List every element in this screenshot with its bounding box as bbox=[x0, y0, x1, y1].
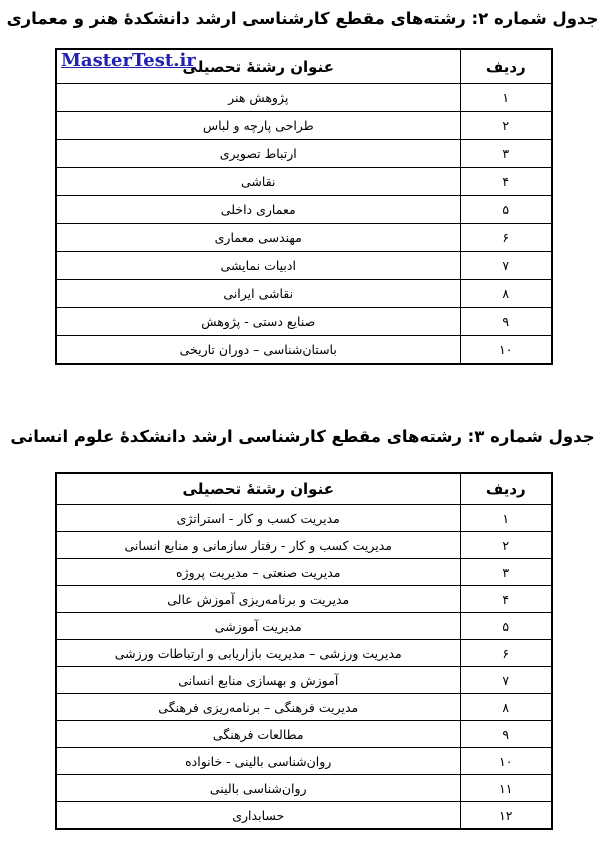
table2-title: جدول شماره ۲: رشته‌های مقطع کارشناسی ارشد دانشکدهٔ هنر و معماری bbox=[6, 9, 599, 28]
row-number-cell: ۱۰ bbox=[460, 336, 552, 365]
row-number-cell: ۷ bbox=[460, 252, 552, 280]
table-row bbox=[56, 694, 552, 721]
row-number-cell: ۷ bbox=[460, 667, 552, 694]
field-title-column-header: عنوان رشتهٔ تحصیلی bbox=[56, 49, 460, 84]
field-name-cell: مطالعات فرهنگی bbox=[56, 721, 460, 748]
row-number-cell: ۵ bbox=[460, 613, 552, 640]
field-name-cell: مدیریت کسب و کار - رفتار سازمانی و منابع انسانی bbox=[56, 532, 460, 559]
table-header-row bbox=[56, 473, 552, 505]
row-number-column-header: ردیف bbox=[460, 49, 552, 84]
table-row bbox=[56, 140, 552, 168]
field-name-cell: مدیریت و برنامه‌ریزی آموزش عالی bbox=[56, 586, 460, 613]
table-row bbox=[56, 112, 552, 140]
row-number-cell: ۶ bbox=[460, 640, 552, 667]
field-name-cell: صنایع دستی - پژوهش bbox=[56, 308, 460, 336]
row-number-cell: ۴ bbox=[460, 586, 552, 613]
row-number-cell: ۹ bbox=[460, 721, 552, 748]
field-name-cell: مهندسی معماری bbox=[56, 224, 460, 252]
row-number-cell: ۲ bbox=[460, 112, 552, 140]
table-row bbox=[56, 802, 552, 830]
field-name-cell: مدیریت فرهنگی – برنامه‌ریزی فرهنگی bbox=[56, 694, 460, 721]
row-number-cell: ۱ bbox=[460, 505, 552, 532]
table-row bbox=[56, 586, 552, 613]
table-row bbox=[56, 532, 552, 559]
humanities-programs-table bbox=[55, 472, 553, 830]
table-row bbox=[56, 196, 552, 224]
field-name-cell: پژوهش هنر bbox=[56, 84, 460, 112]
field-name-cell: مدیریت آموزشی bbox=[56, 613, 460, 640]
field-name-cell: آموزش و بهسازی منابع انسانی bbox=[56, 667, 460, 694]
table3-title: جدول شماره ۳: رشته‌های مقطع کارشناسی ارشد دانشکدهٔ علوم انسانی bbox=[10, 427, 595, 446]
mastertest-watermark: MasterTest.ir bbox=[61, 50, 196, 71]
row-number-cell: ۸ bbox=[460, 694, 552, 721]
field-name-cell: روان‌شناسی بالینی - خانواده bbox=[56, 748, 460, 775]
field-name-cell: مدیریت صنعتی – مدیریت پروژه bbox=[56, 559, 460, 586]
table-row bbox=[56, 505, 552, 532]
field-name-cell: نقاشی bbox=[56, 168, 460, 196]
field-name-cell: ارتباط تصویری bbox=[56, 140, 460, 168]
field-name-cell: باستان‌شناسی – دوران تاریخی bbox=[56, 336, 460, 365]
row-number-cell: ۳ bbox=[460, 140, 552, 168]
table-row bbox=[56, 559, 552, 586]
table-row bbox=[56, 336, 552, 365]
row-number-cell: ۹ bbox=[460, 308, 552, 336]
art-architecture-programs-table bbox=[55, 48, 553, 365]
table-row bbox=[56, 224, 552, 252]
table-row bbox=[56, 748, 552, 775]
row-number-cell: ۳ bbox=[460, 559, 552, 586]
field-name-cell: ادبیات نمایشی bbox=[56, 252, 460, 280]
row-number-cell: ۶ bbox=[460, 224, 552, 252]
row-number-cell: ۸ bbox=[460, 280, 552, 308]
row-number-cell: ۱۱ bbox=[460, 775, 552, 802]
field-name-cell: مدیریت کسب و کار - استراتژی bbox=[56, 505, 460, 532]
row-number-cell: ۱ bbox=[460, 84, 552, 112]
row-number-cell: ۴ bbox=[460, 168, 552, 196]
table-row bbox=[56, 252, 552, 280]
field-name-cell: روان‌شناسی بالینی bbox=[56, 775, 460, 802]
field-name-cell: مدیریت ورزشی – مدیریت بازاریابی و ارتباطات ورزشی bbox=[56, 640, 460, 667]
row-number-column-header: ردیف bbox=[460, 473, 552, 505]
field-title-column-header: عنوان رشتهٔ تحصیلی bbox=[56, 473, 460, 505]
field-name-cell: نقاشی ایرانی bbox=[56, 280, 460, 308]
row-number-cell: ۲ bbox=[460, 532, 552, 559]
field-name-cell: حسابداری bbox=[56, 802, 460, 830]
row-number-cell: ۵ bbox=[460, 196, 552, 224]
table-row bbox=[56, 308, 552, 336]
field-name-cell: معماری داخلی bbox=[56, 196, 460, 224]
table-row bbox=[56, 84, 552, 112]
table-row bbox=[56, 667, 552, 694]
table-row bbox=[56, 613, 552, 640]
table-row bbox=[56, 721, 552, 748]
table-row bbox=[56, 775, 552, 802]
table-row bbox=[56, 640, 552, 667]
table-row bbox=[56, 280, 552, 308]
row-number-cell: ۱۰ bbox=[460, 748, 552, 775]
row-number-cell: ۱۲ bbox=[460, 802, 552, 830]
table-row bbox=[56, 168, 552, 196]
field-name-cell: طراحی پارچه و لباس bbox=[56, 112, 460, 140]
